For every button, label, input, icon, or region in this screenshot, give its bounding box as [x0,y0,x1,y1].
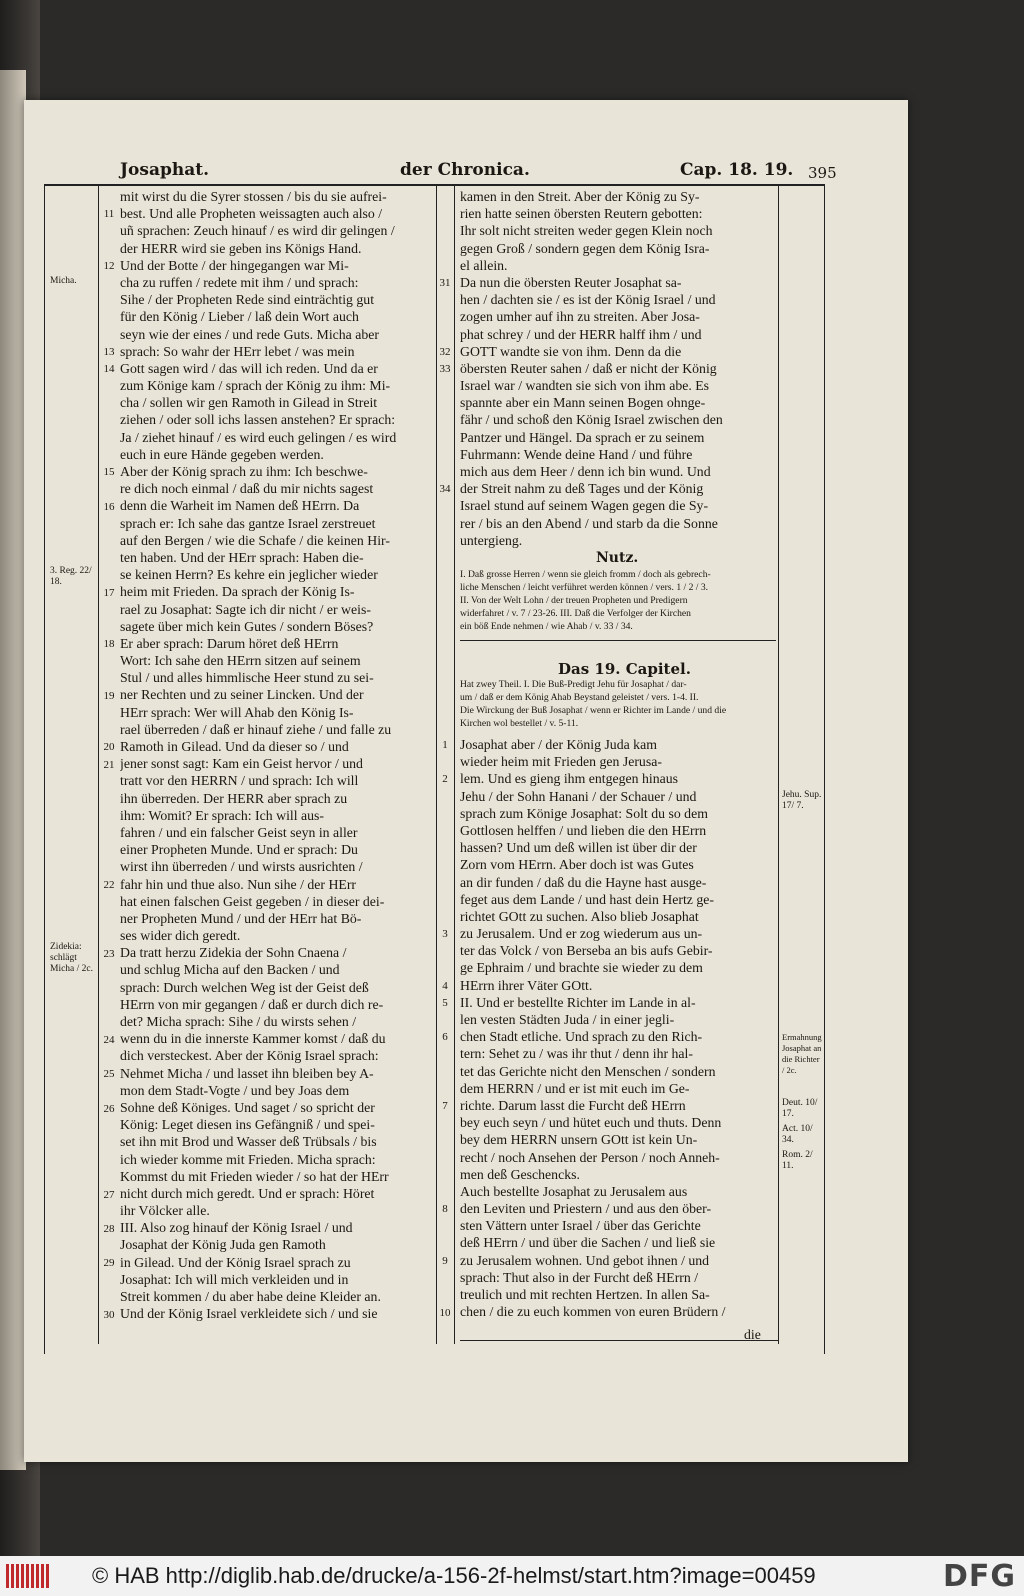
text-line: Gott sagen wird / das will ich reden. Und da er [120,360,378,376]
text-line: hen / dachten sie / es ist der König Israel / und [460,292,716,308]
text-line: Gottlosen helffen / und lieben die den HErrn [460,822,707,838]
text-line: Und der Botte / der hingegangen war Mi- [120,257,349,273]
text-line: widerfahret / v. 7 / 23-26. III. Daß die Verfolger der Kirchen [460,608,691,619]
text-line: deß HErrn / und über die Sachen / und ließ sie [460,1235,716,1251]
text-line: men deß Geschencks. [460,1166,580,1182]
verse-number: 1 [442,739,448,751]
catchword: die [744,1327,761,1342]
left-column-text [120,188,434,1322]
verse-number: 11 [103,208,115,221]
dfg-logo: DFG [942,1559,1016,1594]
column-rule-left [436,184,437,1344]
verse-number: 25 [103,1068,115,1081]
text-line: rael zu Josaphat: Sagte ich dir nicht / er weis- [120,601,371,617]
text-line: treulich und mit rechten Hertzen. In allen Sa- [460,1287,710,1302]
text-line: phat schrey / und der HERR halff ihm / und [460,326,702,342]
text-line: zum Könige kam / sprach der König zu ihm: Mi- [120,378,391,394]
text-line: kamen in den Streit. Aber der König zu Sy- [460,189,700,204]
book-page [24,100,908,1462]
text-line: lem. Und es gieng ihm entgegen hinaus [460,771,679,787]
text-line: len vesten Städten Juda / in einer jegli- [460,1012,675,1027]
text-line: chen Stadt etliche. Und sprach zu den Rich- [460,1029,703,1045]
right-column-bottom-text [460,736,776,1320]
verse-number: 22 [103,879,115,891]
text-line: sprach zum Könige Josaphat: Solt du so dem [460,805,708,821]
verse-number: 21 [103,758,115,771]
text-line: gegen Groß / sondern gegen dem König Isra- [460,240,710,256]
text-line: wieder heim mit Frieden gen Jerusa- [460,754,662,770]
text-line: an dir funden / daß du die Hayne hast ausge- [460,874,707,890]
text-line: nicht durch mich geredt. Und er sprach: Höret [120,1185,375,1201]
text-line: chen / die zu euch kommen von euren Brüdern / [460,1304,726,1320]
verse-number: 16 [103,500,115,513]
left-margin-rule [98,184,99,1344]
text-line: hat einen falschen Geist gegeben / in dieser dei- [120,893,385,909]
footer-bar [0,1556,1024,1596]
text-line: sagete über mich kein Gutes / sondern Böses? [120,618,374,634]
text-line: für den König / Lieber / laß dein Wort auch [120,309,359,325]
text-line: zu Jerusalem wohnen. Und gebot ihnen / und [460,1252,710,1268]
verse-number: 20 [103,741,115,754]
text-line: re dich noch einmal / daß du mir nichts sagest [120,481,374,497]
verse-number: 2 [442,773,448,786]
text-line: fahr hin und thue also. Nun sihe / der HErr [120,876,357,892]
text-line: best. Und alle Propheten weissagten auch also / [120,206,383,222]
verse-number: 10 [439,1306,451,1319]
text-line: GOTT wandte sie von ihm. Denn da die [460,343,682,359]
text-line: ter das Volck / von Berseba an bis aufs Gebir- [460,943,713,959]
text-line: ziehen / oder soll ichs lassen anstehen? Er sprach: [120,412,396,428]
verse-number: 19 [103,689,115,702]
text-line: König: Leget diesen ins Gefängniß / und spei- [120,1117,375,1133]
verse-number: 26 [103,1102,115,1115]
bottom-rule [460,1340,778,1341]
running-head-right: Cap. 18. 19. [680,160,794,180]
running-head-left: Josaphat. [120,160,210,180]
verse-number: 17 [103,586,115,599]
text-line: und schlug Micha auf den Backen / und [120,962,340,978]
text-line: auf den Bergen / wie die Schafe / die keinen Hir- [120,532,390,548]
text-line: euch in eure Hände gegeben werden. [120,446,324,462]
text-line: II. Und er bestellte Richter im Lande in al- [460,994,696,1010]
verse-number: 27 [103,1188,115,1201]
text-line: Ramoth in Gilead. Und da dieser so / und [120,739,349,754]
text-line: ner Rechten und zu seiner Lincken. Und der [120,687,364,703]
text-line: wenn du in die innerste Kammer komst / daß du [120,1031,386,1047]
text-line: Nehmet Micha / und lasset ihn bleiben bey A- [120,1065,374,1081]
text-line: Sohne deß Königes. Und saget / so spricht der [120,1099,375,1115]
verse-number: 18 [103,638,115,651]
verse-number: 30 [103,1309,115,1321]
verse-number: 34 [439,483,451,496]
text-line: Und der König Israel verkleidete sich / und sie [120,1306,378,1322]
text-line: el allein. [460,257,508,273]
text-line: Stul / und alles himmlische Heer stund zu sei- [120,670,374,686]
verse-number: 32 [439,345,451,358]
verse-number: 7 [442,1100,448,1113]
verse-number: 29 [103,1257,115,1270]
text-line: den Leviten und Priestern / und aus den öber- [460,1201,712,1217]
margin-note-3-reg: 3. Reg. 22/ 18. [50,566,92,587]
text-line: mon dem Stadt-Vogte / und bey Joas dem [120,1082,350,1098]
text-line: wirst ihn überreden / und wirsts ausrichten / [120,859,363,875]
text-line: ihr Völcker alle. [120,1203,210,1219]
verse-number: 4 [442,979,448,992]
nutz-block [460,568,776,633]
text-line: II. Von der Welt Lohn / der treuen Propheten und Predigern [460,595,688,606]
text-line: uñ sprachen: Zeuch hinauf / es wird dir gelingen / [120,223,395,239]
verse-number: 6 [442,1031,448,1044]
text-line: Da tratt herzu Zidekia der Sohn Cnaena / [120,945,347,961]
margin-note-ermahnung: Ermahnung Josaphat an die Richter / 2c. [782,1032,822,1075]
hab-barcode-icon [6,1564,50,1588]
outer-left-rule [44,184,45,1354]
margin-note-deut: Deut. 10/ 17. [782,1098,818,1119]
text-line: Josaphat der König Juda gen Ramoth [120,1237,326,1253]
chapter-title: Das 19. Capitel. [558,660,691,678]
text-line: se keinen Herrn? Es kehre ein jeglicher wieder [120,567,378,583]
text-line: cha zu ruffen / redete mit ihm / und sprach: [120,274,359,290]
text-line: ihn überreden. Der HERR aber sprach zu [120,790,348,806]
text-line: ihm: Womit? Er sprach: Ich will aus- [120,807,325,823]
text-line: ge Ephraim / und brachte sie wieder zu dem [460,960,703,976]
text-line: Josaphat: Ich will mich verkleiden und in [120,1271,349,1287]
text-line: Kirchen wol bestellet / v. 5-11. [460,718,579,729]
text-line: ein böß Ende nehmen / wie Ahab / v. 33 / 34. [460,621,633,632]
text-line: sprach: Durch welchen Weg ist der Geist deß [120,979,369,995]
text-line: Die Wirckung der Buß Josaphat / wenn er Richter im Lande / und die [460,705,727,716]
text-line: Streit kommen / du aber habe deine Kleider an. [120,1289,381,1304]
text-line: Israel stund auf seinem Wagen gegen die Sy- [460,498,709,514]
previous-page-edge [0,70,26,1470]
text-line: untergieng. [460,532,523,548]
text-line: der Streit nahm zu deß Tages und der König [460,481,704,497]
text-line: det? Micha sprach: Sihe / du wirsts sehen / [120,1014,357,1029]
verse-number: 8 [442,1203,448,1216]
text-line: ner Propheten Mund / und der HErr hat Bö- [120,910,362,926]
page-number: 395 [808,164,837,182]
text-line: liche Menschen / leicht verführet werden können / vers. 1 / 2 / 3. [460,582,709,593]
text-line: Auch bestellte Josaphat zu Jerusalem aus [460,1183,688,1199]
text-line: cha / sollen wir gen Ramoth in Gilead in Streit [120,395,378,411]
text-line: Jehu / der Sohn Hanani / der Schauer / und [460,788,697,804]
text-line: dem HERRN / und er ist mit euch im Ge- [460,1080,690,1096]
text-line: Kommst du mit Frieden wieder / so hat der HErr [120,1168,389,1184]
text-line: sprach: Thut also in der Furcht deß HErrn / [460,1269,699,1285]
nutz-rule [460,640,776,641]
text-line: Pantzer und Hängel. Da sprach er zu seinem [460,429,705,445]
nutz-title: Nutz. [596,550,639,566]
text-line: um / daß er dem König Ahab Beystand geleistet / vers. 1-4. II. [460,692,699,703]
text-line: öbersten Reuter sahen / daß er nicht der König [460,360,717,376]
verse-number: 13 [103,345,115,358]
text-line: set ihn mit Brod und Wasser deß Trübsals / bis [120,1134,377,1150]
text-line: ses wider dich geredt. [120,928,241,944]
text-line: hassen? Und um deß willen ist über dir der [460,840,697,856]
verse-number: 33 [439,363,451,375]
text-line: rien hatte seinen öbersten Reutern gebotten: [460,206,703,222]
text-line: Fuhrmann: Wende deine Hand / und führe [460,446,693,462]
text-line: sprach: So wahr der HErr lebet / was mein [120,343,355,359]
text-line: Da nun die öbersten Reuter Josaphat sa- [460,274,682,290]
outer-right-rule [824,184,825,1354]
text-line: HErr sprach: Wer will Ahab den König Is- [120,704,354,720]
text-line: Sihe / der Propheten Rede sind einträchtig gut [120,292,375,308]
text-line: heim mit Frieden. Da sprach der König Is- [120,584,355,600]
column-rule-right [454,184,455,1344]
text-line: HErrn ihrer Väter GOtt. [460,977,593,993]
verse-number: 12 [103,259,115,272]
text-line: fahren / und ein falscher Geist seyn in aller [120,824,358,840]
verse-number: 23 [103,947,115,960]
text-line: fähr / und schoß den König Israel zwischen den [460,412,723,428]
text-line: in Gilead. Und der König Israel sprach zu [120,1254,351,1270]
text-line: mit wirst du die Syrer stossen / bis du sie aufrei- [120,189,387,204]
text-line: mich aus dem Heer / denn ich bin wund. Und [460,464,711,479]
text-line: Ja / ziehet hinauf / es wird euch gelingen / es wird [120,429,397,445]
text-line: Zorn vom HErrn. Aber doch ist was Gutes [460,857,694,873]
text-line: bey euch seyn / und hütet euch und thuts. Denn [460,1115,722,1131]
text-line: seyn wie der eines / und rede Guts. Micha aber [120,326,379,342]
text-line: feget aus dem Lande / und hast dein Hertz ge- [460,891,714,907]
text-line: dich versteckest. Aber der König Israel sprach: [120,1048,379,1064]
verse-number: 28 [103,1223,115,1235]
text-line: zogen umher auf ihn zu streiten. Aber Josa- [460,309,700,325]
margin-note-micha: Micha. [50,276,77,286]
text-line: Hat zwey Theil. I. Die Buß-Predigt Jehu für Josaphat / dar- [460,679,687,690]
text-line: spannte aber ein Mann seinen Bogen ohnge- [460,395,706,411]
text-line: sten Vättern unter Israel / über das Gerichte [460,1218,701,1234]
text-line: rael überreden / daß er hinauf ziehe / und falle zu [120,721,392,737]
footer-credit[interactable]: © HAB http://diglib.hab.de/drucke/a-156-2f-helmst/start.htm?image=00459 [92,1563,816,1588]
text-line: jener sonst sagt: Kam ein Geist hervor / und [120,756,363,772]
verse-number: 24 [103,1033,115,1046]
text-line: I. Daß grosse Herren / wenn sie gleich fromm / doch als gebrech- [460,569,711,580]
text-line: sprach er: Ich sahe das gantze Israel zerstreuet [120,515,376,531]
text-line: denn die Warheit im Namen deß HErrn. Da [120,498,360,514]
margin-note-rom: Rom. 2/ 11. [782,1150,813,1171]
running-head-center: der Chronica. [400,160,530,180]
text-line: Er aber sprach: Darum höret deß HErrn [120,635,339,651]
text-line: der HERR wird sie geben ins Königs Hand. [120,240,362,256]
text-line: ten haben. Und der HErr sprach: Haben die- [120,549,364,565]
verse-number: 5 [442,997,448,1009]
text-line: Ihr solt nicht streiten weder gegen Klein noch [460,223,713,239]
margin-note-act: Act. 10/ 34. [782,1124,813,1145]
right-column-top-text [460,188,776,549]
text-line: recht / noch Ansehen der Person / noch Anneh- [460,1149,720,1165]
text-line: zu Jerusalem. Und er zog wiederum aus un- [460,926,703,942]
text-line: Aber der König sprach zu ihm: Ich beschwe- [120,464,368,479]
text-line: tratt vor den HERRN / und sprach: Ich will [120,773,359,789]
text-line: richte. Darum lasst die Furcht deß HErrn [460,1097,686,1113]
verse-number: 14 [103,363,115,375]
verse-number: 9 [442,1255,448,1267]
text-line: Josaphat aber / der König Juda kam [460,737,657,752]
verse-number: 3 [442,928,448,941]
text-line: ich wieder komme mit Frieden. Micha sprach: [120,1151,376,1167]
text-line: tet das Gerichte nicht den Menschen / sondern [460,1063,716,1079]
right-margin-rule [778,184,779,1344]
text-line: bey dem HERRN unsern GOtt ist kein Un- [460,1132,698,1148]
text-line: einer Propheten Munde. Und er sprach: Du [120,842,358,858]
verse-number: 31 [439,277,451,289]
text-line: HErrn von mir gegangen / daß er durch dich re- [120,996,384,1012]
margin-note-zidekia: Zidekia: schlägt Micha / 2c. [50,942,94,974]
verse-number: 15 [103,466,115,479]
chapter-summary [460,678,776,730]
header-rule [44,184,824,186]
margin-note-jehu: Jehu. Sup. 17/ 7. [782,790,822,811]
text-line: Wort: Ich sahe den HErrn sitzen auf seinem [120,653,361,669]
text-line: richtet GOtt zu suchen. Also blieb Josaphat [460,908,699,924]
text-line: tern: Sehet zu / was ihr thut / denn ihr hal- [460,1046,693,1062]
text-line: rer / bis an den Abend / und starb da die Sonne [460,515,718,531]
text-line: Israel war / wandten sie sich von ihm abe. Es [460,378,710,394]
text-line: III. Also zog hinauf der König Israel / und [120,1220,353,1236]
